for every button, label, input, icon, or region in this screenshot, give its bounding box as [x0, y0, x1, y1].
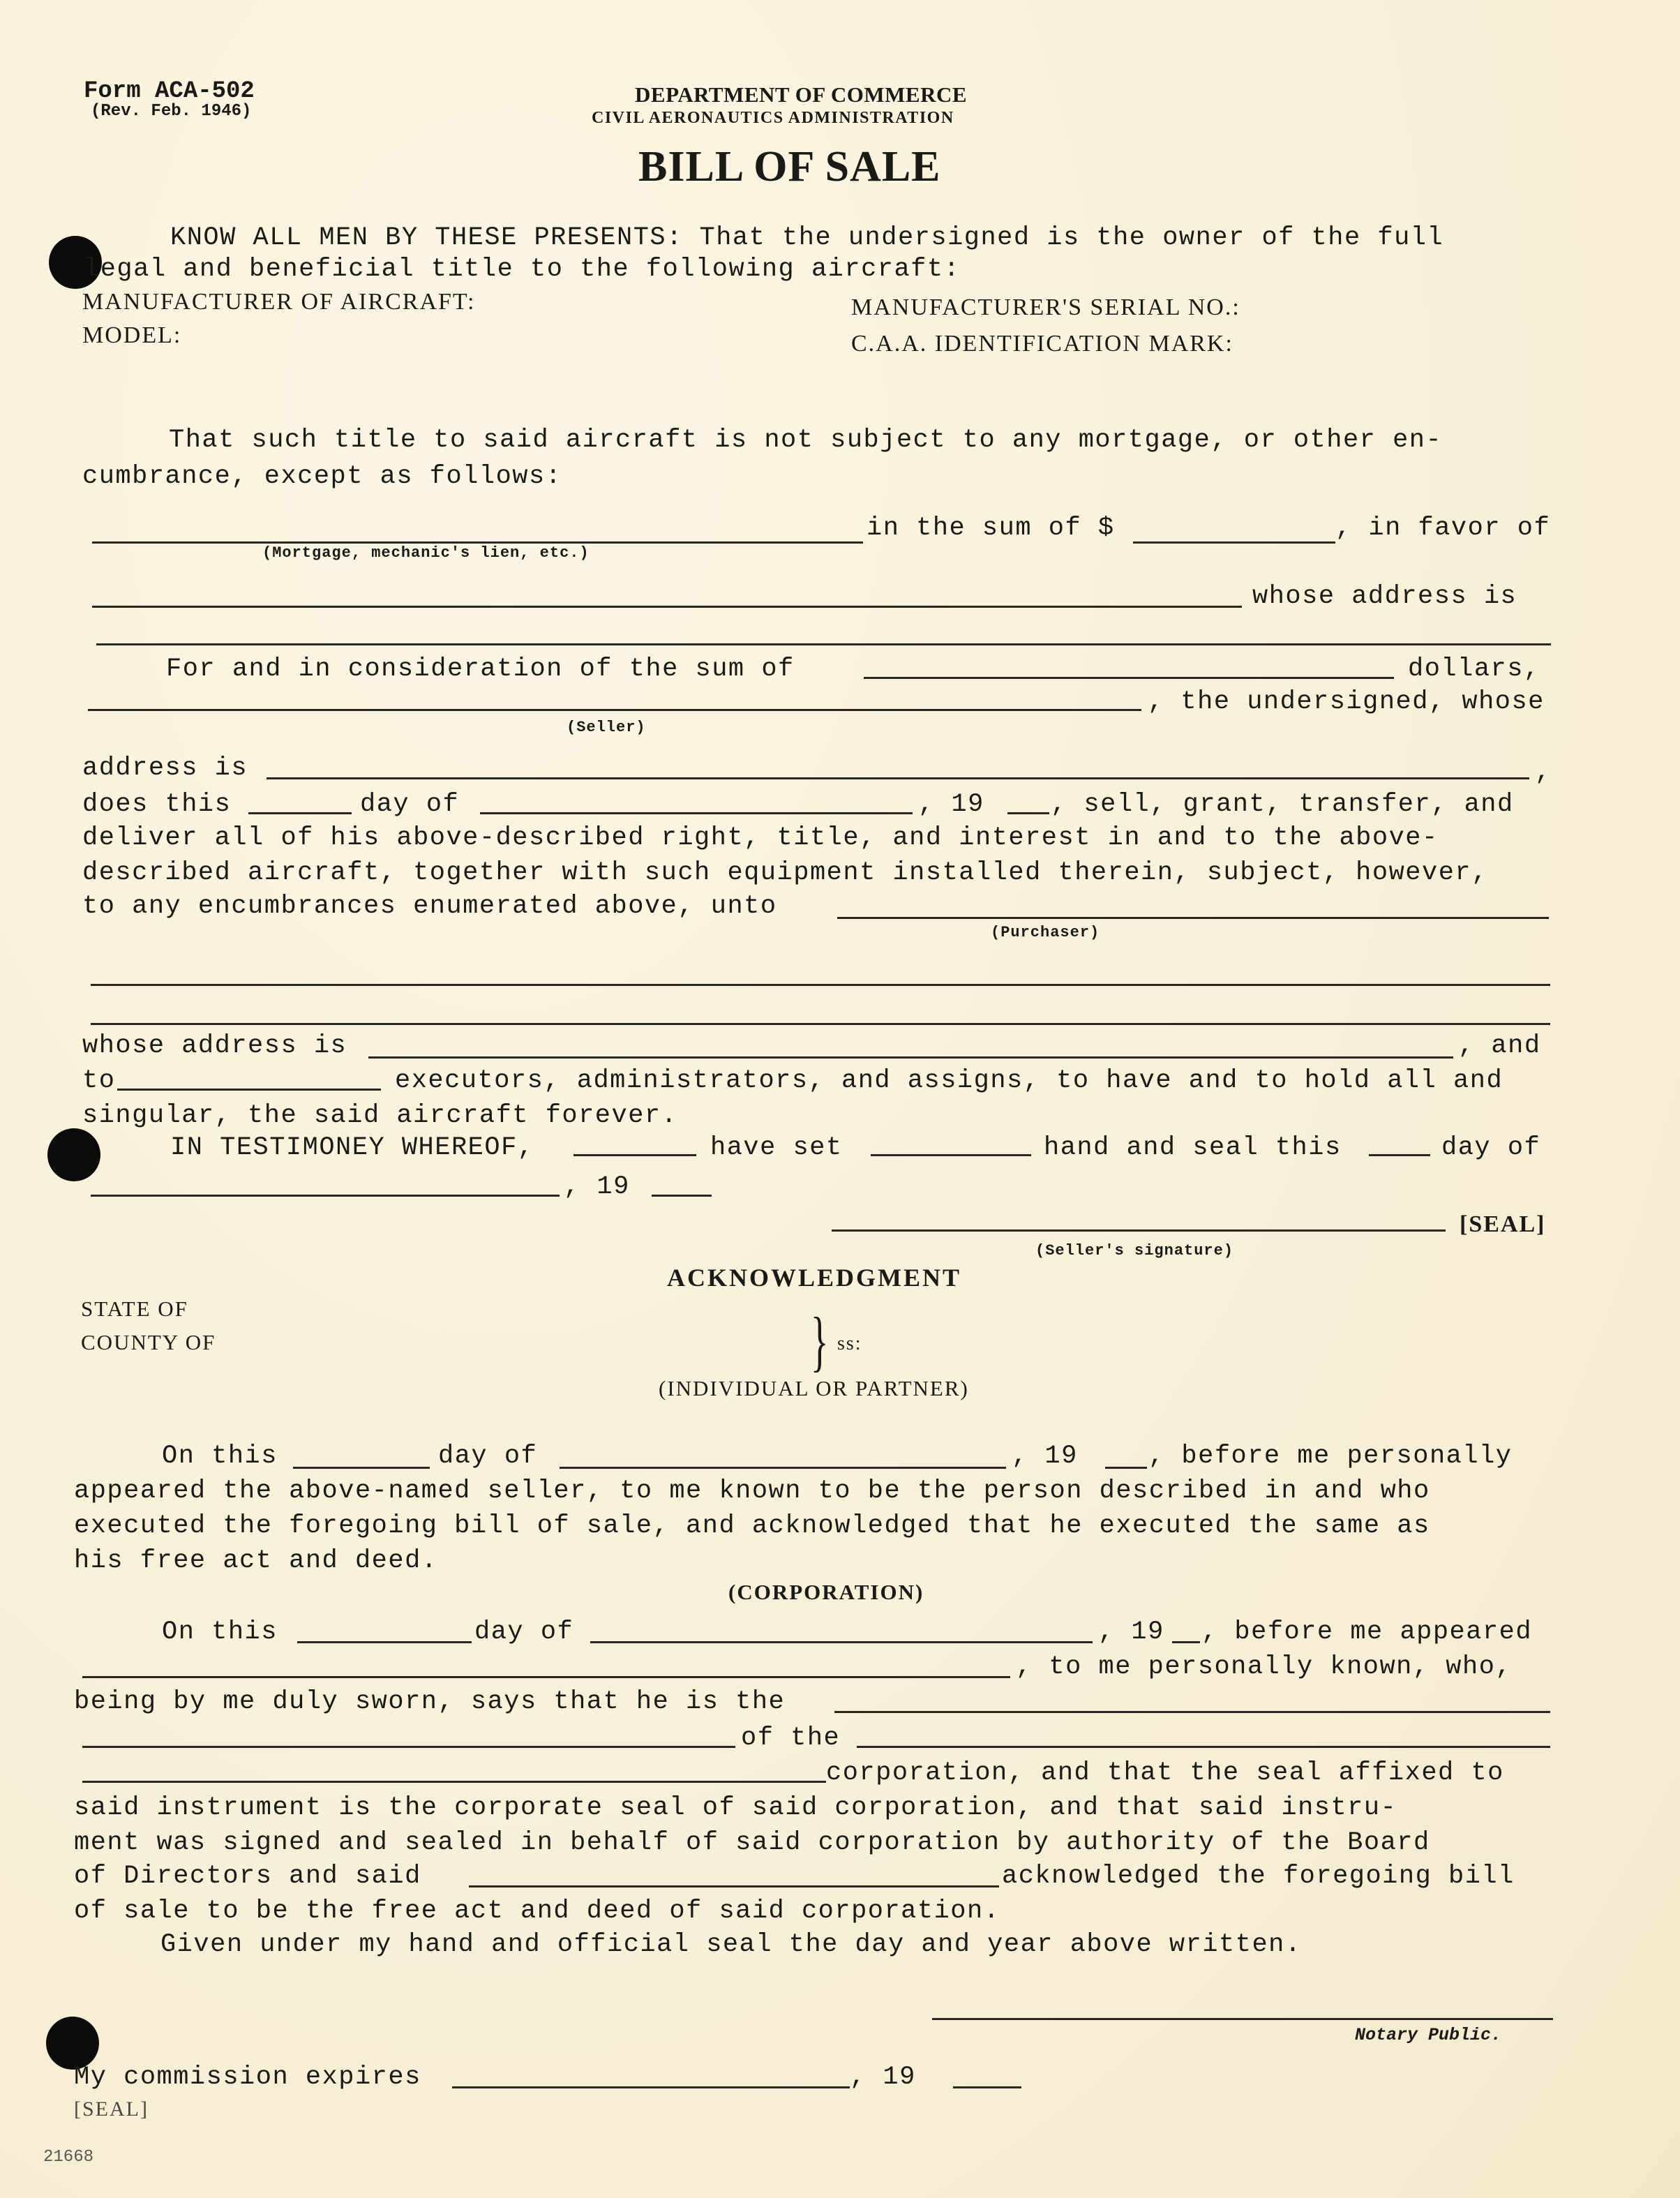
- corp-month-field[interactable]: [590, 1641, 1093, 1643]
- form-revision: (Rev. Feb. 1946): [91, 102, 252, 121]
- notary-signature-field[interactable]: [932, 2018, 1553, 2020]
- ind-line-4: his free act and deed.: [74, 1546, 438, 1576]
- testimony-year-field[interactable]: [652, 1195, 712, 1197]
- corp-officer-title-field[interactable]: [834, 1711, 1550, 1713]
- punch-hole-bottom: [46, 2017, 99, 2070]
- ind-day-of: day of: [438, 1442, 538, 1471]
- purchaser-name-field-3[interactable]: [91, 1023, 1550, 1025]
- testimony-prefix: IN TESTIMONEY WHEREOF,: [170, 1133, 534, 1162]
- form-number: Form ACA-502: [84, 78, 255, 105]
- in-favor-of-text: , in favor of: [1335, 514, 1551, 543]
- testimony-month-field[interactable]: [91, 1195, 560, 1197]
- corp-sworn-text: being by me duly sworn, says that he is the: [74, 1687, 786, 1717]
- purchaser-name-field-2[interactable]: [91, 984, 1550, 986]
- corp-day-of: day of: [474, 1617, 574, 1647]
- encumbrance-line-2: cumbrance, except as follows:: [82, 462, 562, 491]
- sum-of-text: in the sum of $: [867, 514, 1115, 543]
- individual-heading: (INDIVIDUAL OR PARTNER): [659, 1376, 969, 1400]
- testimony-day-of-text: day of: [1441, 1133, 1541, 1162]
- ss-brace-icon: }: [811, 1303, 829, 1378]
- undersigned-text: , the undersigned, whose: [1148, 687, 1545, 717]
- seller-address-prefix: address is: [82, 754, 248, 783]
- encumbrance-amount-field[interactable]: [1133, 541, 1335, 544]
- corp-on-this: On this: [162, 1617, 278, 1647]
- whose-address-text: whose address is: [1252, 582, 1517, 611]
- seller-address-suffix: ,: [1535, 758, 1552, 787]
- acknowledgment-title: ACKNOWLEDGMENT: [667, 1264, 962, 1292]
- page-title: BILL OF SALE: [638, 143, 941, 190]
- testimony-possessive-field[interactable]: [871, 1154, 1031, 1156]
- ind-year-prefix: , 19: [1012, 1442, 1078, 1471]
- sale-day-field[interactable]: [248, 812, 352, 814]
- ind-year-field[interactable]: [1105, 1467, 1147, 1469]
- lienholder-address-field[interactable]: [96, 643, 1551, 645]
- notary-seal-label: [SEAL]: [74, 2098, 149, 2121]
- commission-year-field[interactable]: [953, 2086, 1021, 2088]
- ind-line-3: executed the foregoing bill of sale, and acknowledged that he executed the same as: [74, 1511, 1430, 1541]
- corp-day-field[interactable]: [297, 1641, 472, 1643]
- ind-before-text: , before me personally: [1148, 1442, 1513, 1471]
- have-set-text: have set: [710, 1133, 843, 1162]
- to-text: to: [82, 1066, 116, 1096]
- purchaser-caption: (Purchaser): [991, 924, 1100, 941]
- dollars-text: dollars,: [1408, 655, 1540, 684]
- corp-directors-text: of Directors and said: [74, 1862, 421, 1891]
- purchaser-name-field[interactable]: [837, 917, 1549, 919]
- seller-signature-caption: (Seller's signature): [1035, 1242, 1234, 1259]
- commission-date-field[interactable]: [452, 2086, 850, 2088]
- corp-acknowledged-text: acknowledged the foregoing bill: [1002, 1862, 1515, 1891]
- described-line: described aircraft, together with such equipment installed therein, subject, however,: [82, 858, 1488, 888]
- corp-year-prefix: , 19: [1098, 1617, 1164, 1647]
- seller-address-field[interactable]: [267, 777, 1529, 779]
- notary-public-caption: Notary Public.: [1355, 2025, 1502, 2045]
- intro-line-1: KNOW ALL MEN BY THESE PRESENTS: That the undersigned is the owner of the full: [170, 223, 1444, 253]
- consideration-amount-field[interactable]: [864, 677, 1394, 679]
- purchaser-address-prefix: whose address is: [82, 1031, 347, 1061]
- deliver-line: deliver all of his above-described right, title, and interest in and to the above-: [82, 823, 1439, 853]
- testimony-pronoun-field[interactable]: [573, 1154, 696, 1156]
- lienholder-name-field[interactable]: [92, 606, 1242, 608]
- commission-year-prefix: , 19: [850, 2063, 916, 2092]
- and-text: , and: [1458, 1031, 1541, 1061]
- corp-year-field[interactable]: [1172, 1641, 1200, 1643]
- identification-mark-label: C.A.A. IDENTIFICATION MARK:: [851, 331, 1233, 357]
- serial-number-label: MANUFACTURER'S SERIAL NO.:: [851, 294, 1240, 320]
- ind-month-field[interactable]: [560, 1467, 1006, 1469]
- ss-label: ss:: [837, 1333, 862, 1354]
- ind-day-field[interactable]: [293, 1467, 430, 1469]
- corp-officer-title-field-2[interactable]: [82, 1746, 735, 1748]
- intro-line-2: legal and beneficial title to the following aircraft:: [84, 255, 961, 284]
- singular-line: singular, the said aircraft forever.: [82, 1101, 678, 1130]
- corp-officer-ack-field[interactable]: [469, 1885, 999, 1887]
- ind-line-2: appeared the above-named seller, to me known to be the person described in and who: [74, 1476, 1430, 1506]
- given-under-line: Given under my hand and official seal the day and year above written.: [160, 1930, 1302, 1959]
- encumbrance-line-1: That such title to said aircraft is not subject to any mortgage, or other en-: [169, 426, 1443, 455]
- seller-seal-label: [SEAL]: [1460, 1211, 1546, 1237]
- sale-month-field[interactable]: [480, 812, 913, 814]
- corp-corporation-text: corporation, and that the seal affixed to: [826, 1758, 1504, 1788]
- manufacturer-label: MANUFACTURER OF AIRCRAFT:: [82, 289, 476, 315]
- hand-seal-text: hand and seal this: [1044, 1133, 1342, 1162]
- purchaser-address-field[interactable]: [368, 1056, 1453, 1059]
- sale-year-prefix: , 19: [918, 790, 984, 819]
- corp-instrument-line: said instrument is the corporate seal of said corporation, and that said instru-: [74, 1793, 1397, 1823]
- corp-before-text: , before me appeared: [1201, 1617, 1533, 1647]
- corp-officer-name-field[interactable]: [82, 1676, 1010, 1678]
- ind-on-this: On this: [162, 1442, 278, 1471]
- print-code: 21668: [43, 2148, 94, 2167]
- encumbrance-type-caption: (Mortgage, mechanic's lien, etc.): [262, 544, 590, 562]
- seller-signature-field[interactable]: [832, 1229, 1446, 1232]
- pronoun-field[interactable]: [117, 1089, 381, 1091]
- corp-signed-line: ment was signed and sealed in behalf of said corporation by authority of the Board: [74, 1828, 1430, 1857]
- encumbrance-type-field[interactable]: [92, 541, 863, 544]
- commission-expires-text: My commission expires: [74, 2063, 421, 2092]
- testimony-year-prefix: , 19: [564, 1172, 630, 1202]
- department-name: DEPARTMENT OF COMMERCE: [635, 82, 968, 107]
- sale-day-of-text: day of: [360, 790, 460, 819]
- corp-sale-line: of sale to be the free act and deed of said corporation.: [74, 1897, 1000, 1926]
- state-of-label: STATE OF: [81, 1296, 188, 1321]
- seller-caption: (Seller): [567, 719, 646, 736]
- corporation-heading: (CORPORATION): [728, 1580, 924, 1604]
- model-label: MODEL:: [82, 322, 182, 348]
- corp-known-text: , to me personally known, who,: [1016, 1652, 1513, 1682]
- sale-year-field[interactable]: [1007, 812, 1049, 814]
- seller-name-field[interactable]: [88, 709, 1141, 711]
- administration-name: CIVIL AERONAUTICS ADMINISTRATION: [592, 109, 954, 127]
- corp-name-field[interactable]: [857, 1746, 1550, 1748]
- sell-grant-text: , sell, grant, transfer, and: [1051, 790, 1514, 819]
- corp-name-field-2[interactable]: [82, 1781, 826, 1783]
- corp-of-the-text: of the: [741, 1724, 841, 1753]
- punch-hole-middle: [47, 1128, 100, 1181]
- executors-text: executors, administrators, and assigns, to have and to hold all and: [395, 1066, 1503, 1096]
- unto-line: to any encumbrances enumerated above, unto: [82, 892, 777, 921]
- testimony-day-field[interactable]: [1369, 1154, 1430, 1156]
- county-of-label: COUNTY OF: [81, 1330, 216, 1354]
- does-this-text: does this: [82, 790, 232, 819]
- consideration-prefix: For and in consideration of the sum of: [166, 655, 795, 684]
